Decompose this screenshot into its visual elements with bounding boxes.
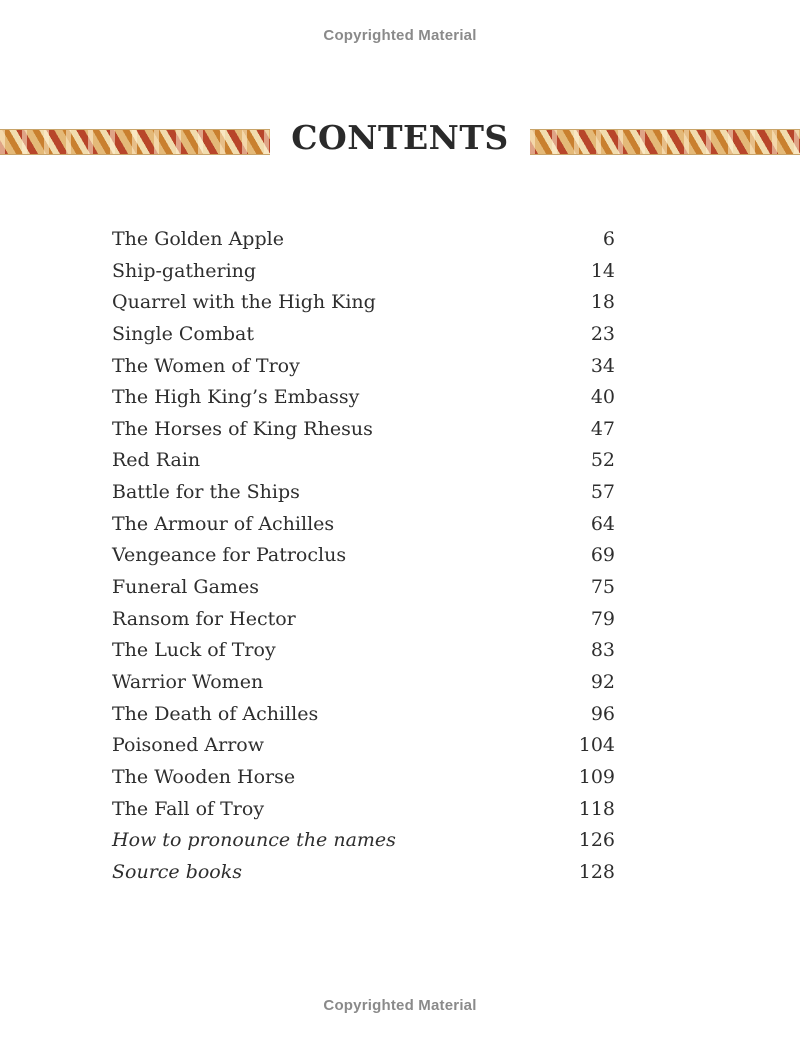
toc-entry-title: How to pronounce the names [112,829,396,852]
toc-entry-page: 14 [590,259,615,282]
toc-entry-page: 6 [602,228,615,250]
toc-entry-title: Poisoned Arrow [112,734,264,757]
toc-entry-page: 64 [590,512,615,535]
toc-entry-page: 83 [590,639,615,662]
toc-entry-page: 126 [578,829,615,852]
toc-entry [112,798,615,830]
toc-entry-title: The Golden Apple [112,228,284,250]
toc-entry-page: 40 [590,386,615,409]
toc-entry [112,323,615,355]
decorative-border-left [0,129,270,155]
toc-entry-page: 79 [590,607,615,630]
toc-entry-title: Battle for the Ships [112,481,300,504]
toc-entry-title: The High King’s Embassy [112,386,360,409]
toc-entry-page: 109 [578,765,615,788]
toc-entry [112,576,615,608]
toc-entry-title: The Women of Troy [112,354,300,377]
toc-entry-title: Ship-gathering [112,259,257,282]
watermark-top: Copyrighted Material [323,27,477,44]
toc-entry [112,355,615,387]
toc-entry-title: Vengeance for Patroclus [112,544,347,567]
toc-entry-title: The Wooden Horse [112,765,296,788]
table-of-contents [112,228,615,892]
toc-entry [112,734,615,766]
toc-entry-title: The Armour of Achilles [112,512,335,535]
toc-entry-page: 92 [590,670,615,693]
toc-entry [112,544,615,576]
toc-entry-title: Warrior Women [112,670,264,693]
toc-entry [112,703,615,735]
page-title: CONTENTS [291,118,509,157]
toc-entry-title: The Death of Achilles [112,702,319,725]
toc-entry [112,608,615,640]
toc-entry-page: 57 [590,481,615,504]
toc-entry-title: Funeral Games [112,576,259,599]
toc-entry-page: 69 [590,544,615,567]
toc-entry [112,228,615,260]
toc-entry [112,671,615,703]
toc-entry-title: Ransom for Hector [112,607,296,630]
toc-entry-page: 23 [590,322,615,345]
toc-entry [112,449,615,481]
toc-entry [112,639,615,671]
toc-entry-title: Quarrel with the High King [112,291,376,314]
toc-entry-page: 75 [590,576,615,599]
toc-entry-page: 34 [590,354,615,377]
toc-entry-title: Red Rain [112,449,201,472]
toc-entry-page: 96 [590,702,615,725]
toc-entry [112,260,615,292]
watermark-bottom: Copyrighted Material [323,997,477,1014]
toc-entry [112,861,615,893]
toc-entry [112,481,615,513]
toc-entry [112,418,615,450]
toc-entry-page: 118 [578,797,615,820]
toc-entry [112,766,615,798]
toc-entry-title: The Fall of Troy [112,797,265,820]
toc-entry [112,291,615,323]
toc-entry [112,829,615,861]
toc-entry-title: Single Combat [112,322,254,345]
toc-entry-page: 18 [590,291,615,314]
toc-entry-page: 104 [578,734,615,757]
toc-entry [112,513,615,545]
decorative-border-right [530,129,800,155]
toc-entry-page: 52 [590,449,615,472]
toc-entry-page: 47 [590,417,615,440]
toc-entry-title: Source books [112,860,243,883]
toc-entry-title: The Horses of King Rhesus [112,417,373,440]
toc-entry-page: 128 [578,860,615,883]
toc-entry-title: The Luck of Troy [112,639,276,662]
toc-entry [112,386,615,418]
